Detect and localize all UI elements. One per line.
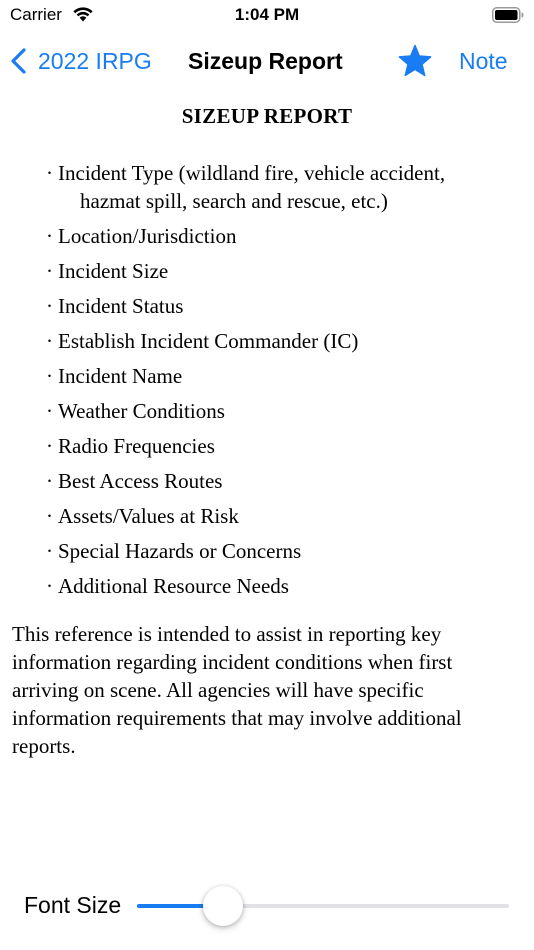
list-item	[46, 159, 534, 215]
report-heading: SIZEUP REPORT	[181, 104, 353, 128]
star-icon[interactable]	[397, 44, 433, 78]
list-item-text: Establish Incident Commander (IC)	[58, 329, 359, 353]
list-item-text: Incident Size	[58, 259, 169, 283]
status-bar	[0, 0, 534, 30]
list-item-text: Weather Conditions	[58, 399, 225, 423]
font-size-control	[0, 884, 534, 928]
back-button[interactable]	[10, 46, 152, 76]
list-item	[46, 572, 534, 600]
list-item-text: Incident Status	[58, 294, 184, 318]
battery-icon	[492, 7, 524, 23]
list-item	[46, 397, 534, 425]
list-item	[46, 292, 534, 320]
report-content	[0, 100, 534, 760]
navigation-bar	[0, 38, 534, 84]
list-item-text: Assets/Values at Risk	[58, 504, 239, 528]
report-item-list	[0, 159, 534, 600]
list-item-text: Location/Jurisdiction	[58, 224, 237, 248]
list-item	[46, 467, 534, 495]
list-item	[46, 502, 534, 530]
carrier-label: Carrier	[10, 5, 62, 24]
list-item	[46, 222, 534, 250]
list-item-text: Incident Type (wildland fire, vehicle accident,	[58, 161, 446, 185]
list-item	[46, 362, 534, 390]
font-size-label: Font Size	[24, 892, 122, 918]
list-item-text: Best Access Routes	[58, 469, 223, 493]
list-item-text-continued: hazmat spill, search and rescue, etc.)	[80, 189, 388, 213]
slider-thumb[interactable]	[203, 886, 243, 926]
font-size-slider[interactable]	[137, 884, 509, 928]
status-time: 1:04 PM	[234, 5, 300, 24]
list-item-text: Special Hazards or Concerns	[58, 539, 302, 563]
list-item	[46, 327, 534, 355]
chevron-left-icon	[10, 48, 28, 74]
list-item-text: Radio Frequencies	[58, 434, 215, 458]
list-item-text: Additional Resource Needs	[58, 574, 289, 598]
page-title: Sizeup Report	[188, 48, 343, 74]
list-item	[46, 537, 534, 565]
back-button-label: 2022 IRPG	[38, 47, 152, 74]
list-item	[46, 257, 534, 285]
list-item-text: Incident Name	[58, 364, 183, 388]
report-description: This reference is intended to assist in reporting key information regarding incident conditions when first arriving on scene. All agencies will have specific information requirements that may involve additional reports.	[12, 622, 462, 758]
note-button[interactable]: Note	[459, 48, 508, 74]
list-item	[46, 432, 534, 460]
